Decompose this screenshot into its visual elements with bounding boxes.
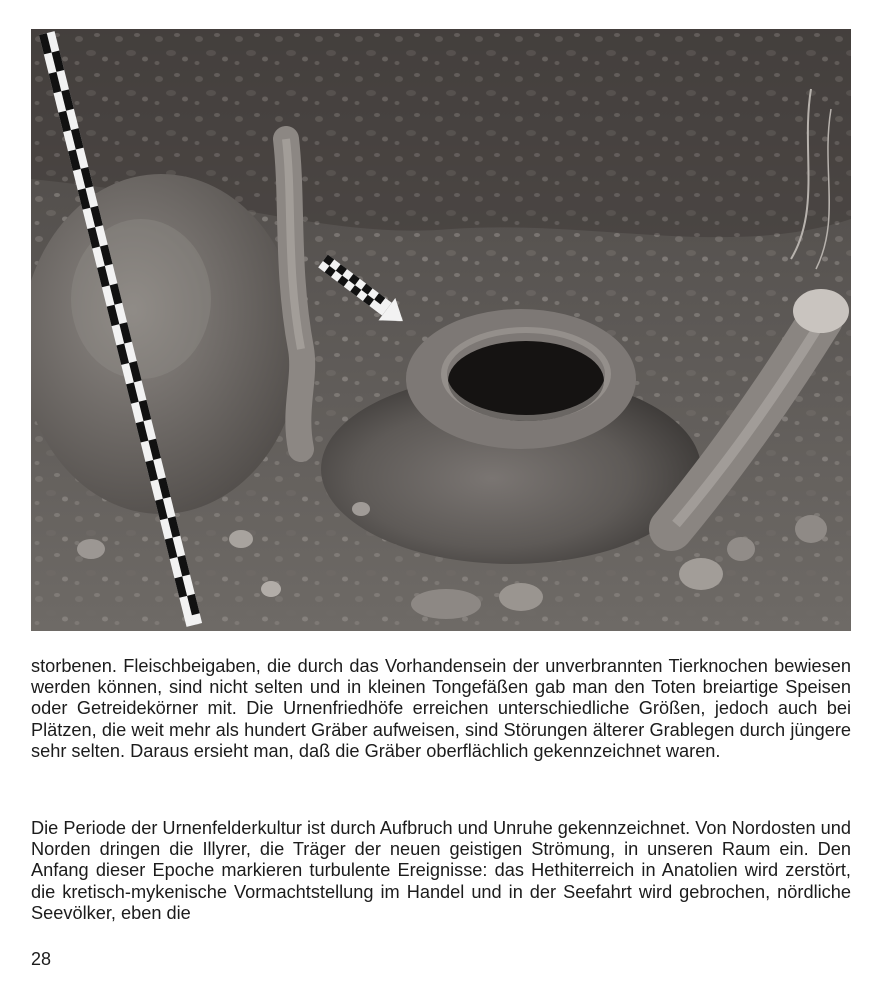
body-paragraph: storbenen. Fleischbeigaben, die durch das Vorhandensein der unverbrannten Tierknochen bewiesen werden können, sind nicht selten und in kleinen Tongefäßen gab man den Toten breiartige Speisen oder Getreidekörner mit. Die Urnenfriedhöfe erreichen unterschiedliche Größen, jedoch auch bei Plätzen, die weit mehr als hundert Gräber aufweisen, sind Störungen älterer Grablegen durch jüngere sehr selten. Daraus ersieht man, daß die Gräber oberflächlich gekennzeichnet waren. <box>31 656 851 761</box>
page-number: 28 <box>31 949 52 969</box>
body-paragraph: Die Periode der Urnenfelderkultur ist durch Aufbruch und Unruhe gekennzeichnet. Von Nordosten und Norden dringen die Illyrer, die Träger der neuen geistigen Strömung, in unseren Raum ein. Den Anfang dieser Epoche markieren turbulente Ereignisse: das Hethiterreich in Anatolien wird zerstört, die kretisch-mykenische Vormachtstellung im Handel und in der Seefahrt wird gebrochen, nördliche Seevölker, eben die <box>31 818 851 923</box>
excavation-photo <box>31 29 851 631</box>
